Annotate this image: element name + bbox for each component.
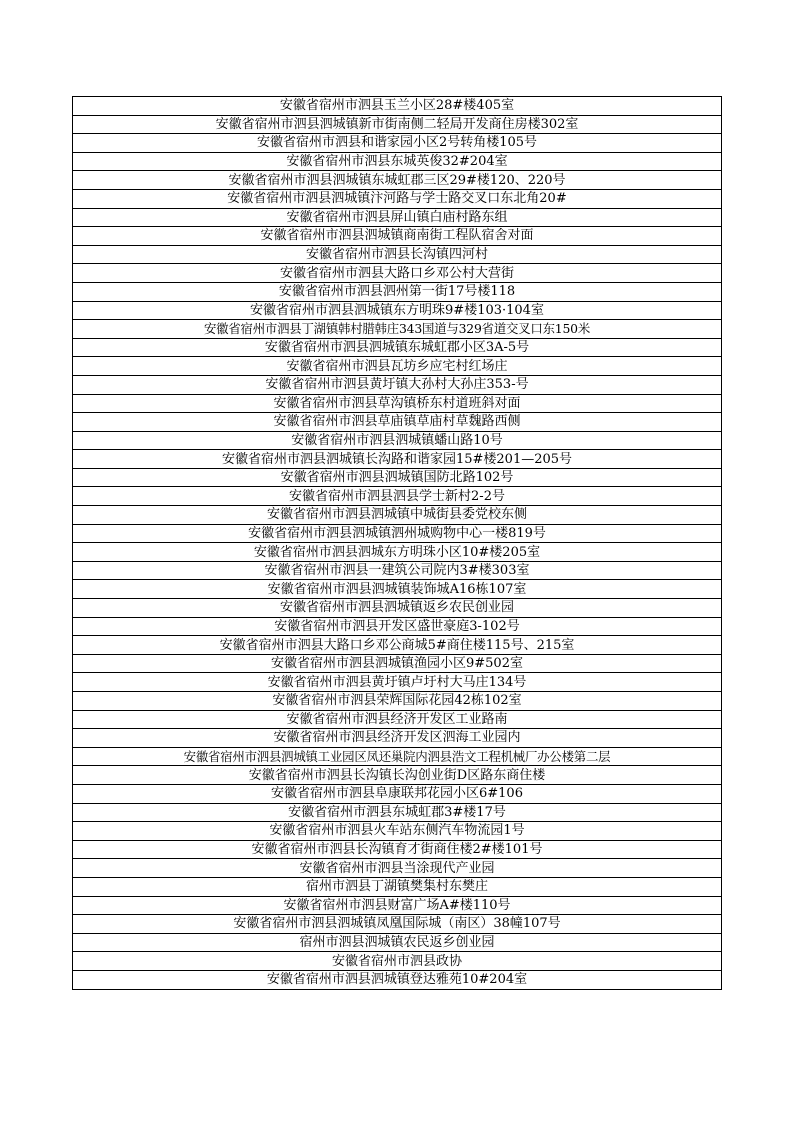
table-row <box>73 301 722 320</box>
address-cell: 安徽省宿州市泗县东城英俊32#204室 <box>73 152 722 171</box>
address-cell: 安徽省宿州市泗县阜康联邦花园小区6#106 <box>73 784 722 803</box>
address-cell: 宿州市泗县泗城镇农民返乡创业园 <box>73 933 722 952</box>
table-row <box>73 970 722 989</box>
address-cell: 安徽省宿州市泗县当涂现代产业园 <box>73 859 722 878</box>
address-cell: 宿州市泗县丁湖镇樊集村东樊庄 <box>73 877 722 896</box>
address-cell: 安徽省宿州市泗县泗城镇国防北路102号 <box>73 468 722 487</box>
address-cell: 安徽省宿州市泗县泗城镇东城虹郡三区29#楼120、220号 <box>73 171 722 190</box>
address-cell: 安徽省宿州市泗县长沟镇育才街商住楼2#楼101号 <box>73 840 722 859</box>
address-cell: 安徽省宿州市泗县黄圩镇卢圩村大马庄134号 <box>73 673 722 692</box>
table-row <box>73 747 722 766</box>
address-cell: 安徽省宿州市泗县东城虹郡3#楼17号 <box>73 803 722 822</box>
table-row <box>73 840 722 859</box>
table-row <box>73 599 722 618</box>
address-cell: 安徽省宿州市泗县大路口乡邓公村大营街 <box>73 264 722 283</box>
address-cell: 安徽省宿州市泗县泗城镇中城街县委党校东侧 <box>73 506 722 525</box>
address-cell: 安徽省宿州市泗县黄圩镇大孙村大孙庄353-号 <box>73 375 722 394</box>
address-cell: 安徽省宿州市泗县泗城镇凤凰国际城（南区）38幢107号 <box>73 915 722 934</box>
table-row <box>73 822 722 841</box>
table-row <box>73 524 722 543</box>
table-row <box>73 766 722 785</box>
table-row <box>73 152 722 171</box>
table-row <box>73 227 722 246</box>
table-row <box>73 264 722 283</box>
address-cell: 安徽省宿州市泗县泗城镇返乡农民创业园 <box>73 599 722 618</box>
table-row <box>73 692 722 711</box>
table-row <box>73 506 722 525</box>
address-cell: 安徽省宿州市泗县丁湖镇韩村腊韩庄343国道与329省道交叉口东150米 <box>73 320 722 339</box>
address-cell: 安徽省宿州市泗县泗城镇泗州城购物中心一楼819号 <box>73 524 722 543</box>
table-row <box>73 561 722 580</box>
address-cell: 安徽省宿州市泗县屏山镇白庙村路东组 <box>73 208 722 227</box>
address-cell: 安徽省宿州市泗县泗城东方明珠小区10#楼205室 <box>73 543 722 562</box>
address-cell: 安徽省宿州市泗县草沟镇桥东村道班斜对面 <box>73 394 722 413</box>
table-row <box>73 487 722 506</box>
address-cell: 安徽省宿州市泗县财富广场A#楼110号 <box>73 896 722 915</box>
table-row <box>73 320 722 339</box>
address-cell: 安徽省宿州市泗县一建筑公司院内3#楼303室 <box>73 561 722 580</box>
address-cell: 安徽省宿州市泗县泗城镇新市街南侧二轻局开发商住房楼302室 <box>73 115 722 134</box>
table-row <box>73 784 722 803</box>
address-cell: 安徽省宿州市泗县泗州第一街17号楼118 <box>73 282 722 301</box>
address-cell: 安徽省宿州市泗县泗城镇东方明珠9#楼103·104室 <box>73 301 722 320</box>
table-row <box>73 413 722 432</box>
address-cell: 安徽省宿州市泗县泗城镇工业园区凤还巢院内泗县浩文工程机械厂办公楼第二层 <box>73 747 722 766</box>
address-cell: 安徽省宿州市泗县火车站东侧汽车物流园1号 <box>73 822 722 841</box>
table-row <box>73 245 722 264</box>
table-row <box>73 338 722 357</box>
table-row <box>73 933 722 952</box>
table-row <box>73 617 722 636</box>
address-cell: 安徽省宿州市泗县泗城镇登达雅苑10#204室 <box>73 970 722 989</box>
address-cell: 安徽省宿州市泗县泗城镇装饰城A16栋107室 <box>73 580 722 599</box>
table-row <box>73 450 722 469</box>
table-row <box>73 97 722 116</box>
table-row <box>73 375 722 394</box>
address-table-body <box>73 97 722 990</box>
address-cell: 安徽省宿州市泗县泗城镇商南街工程队宿舍对面 <box>73 227 722 246</box>
address-cell: 安徽省宿州市泗县大路口乡邓公商城5#商住楼115号、215室 <box>73 636 722 655</box>
address-cell: 安徽省宿州市泗县泗城镇长沟路和谐家园15#楼201—205号 <box>73 450 722 469</box>
address-cell: 安徽省宿州市泗县草庙镇草庙村草魏路西侧 <box>73 413 722 432</box>
address-cell: 安徽省宿州市泗县泗城镇蟠山路10号 <box>73 431 722 450</box>
table-row <box>73 636 722 655</box>
address-cell: 安徽省宿州市泗县开发区盛世豪庭3-102号 <box>73 617 722 636</box>
table-row <box>73 357 722 376</box>
table-row <box>73 580 722 599</box>
table-row <box>73 729 722 748</box>
address-cell: 安徽省宿州市泗县玉兰小区28#楼405室 <box>73 97 722 116</box>
table-row <box>73 171 722 190</box>
table-row <box>73 896 722 915</box>
address-cell: 安徽省宿州市泗县经济开发区泗海工业园内 <box>73 729 722 748</box>
address-table <box>72 96 722 990</box>
table-row <box>73 282 722 301</box>
address-cell: 安徽省宿州市泗县泗城镇渔园小区9#502室 <box>73 654 722 673</box>
address-cell: 安徽省宿州市泗县泗城镇汴河路与学士路交叉口东北角20# <box>73 189 722 208</box>
table-row <box>73 431 722 450</box>
table-row <box>73 208 722 227</box>
address-cell: 安徽省宿州市泗县长沟镇长沟创业街D区路东商住楼 <box>73 766 722 785</box>
address-cell: 安徽省宿州市泗县泗县学士新村2-2号 <box>73 487 722 506</box>
table-row <box>73 859 722 878</box>
address-cell: 安徽省宿州市泗县经济开发区工业路南 <box>73 710 722 729</box>
table-row <box>73 468 722 487</box>
table-row <box>73 654 722 673</box>
table-row <box>73 134 722 153</box>
table-row <box>73 710 722 729</box>
table-row <box>73 189 722 208</box>
address-cell: 安徽省宿州市泗县和谐家园小区2号转角楼105号 <box>73 134 722 153</box>
table-row <box>73 394 722 413</box>
address-cell: 安徽省宿州市泗县泗城镇东城虹郡小区3A-5号 <box>73 338 722 357</box>
table-row <box>73 952 722 971</box>
address-cell: 安徽省宿州市泗县荣辉国际花园42栋102室 <box>73 692 722 711</box>
table-row <box>73 803 722 822</box>
address-cell: 安徽省宿州市泗县政协 <box>73 952 722 971</box>
table-row <box>73 915 722 934</box>
address-cell: 安徽省宿州市泗县瓦坊乡应宅村红场庄 <box>73 357 722 376</box>
address-cell: 安徽省宿州市泗县长沟镇四河村 <box>73 245 722 264</box>
table-row <box>73 877 722 896</box>
table-row <box>73 115 722 134</box>
table-row <box>73 543 722 562</box>
table-row <box>73 673 722 692</box>
